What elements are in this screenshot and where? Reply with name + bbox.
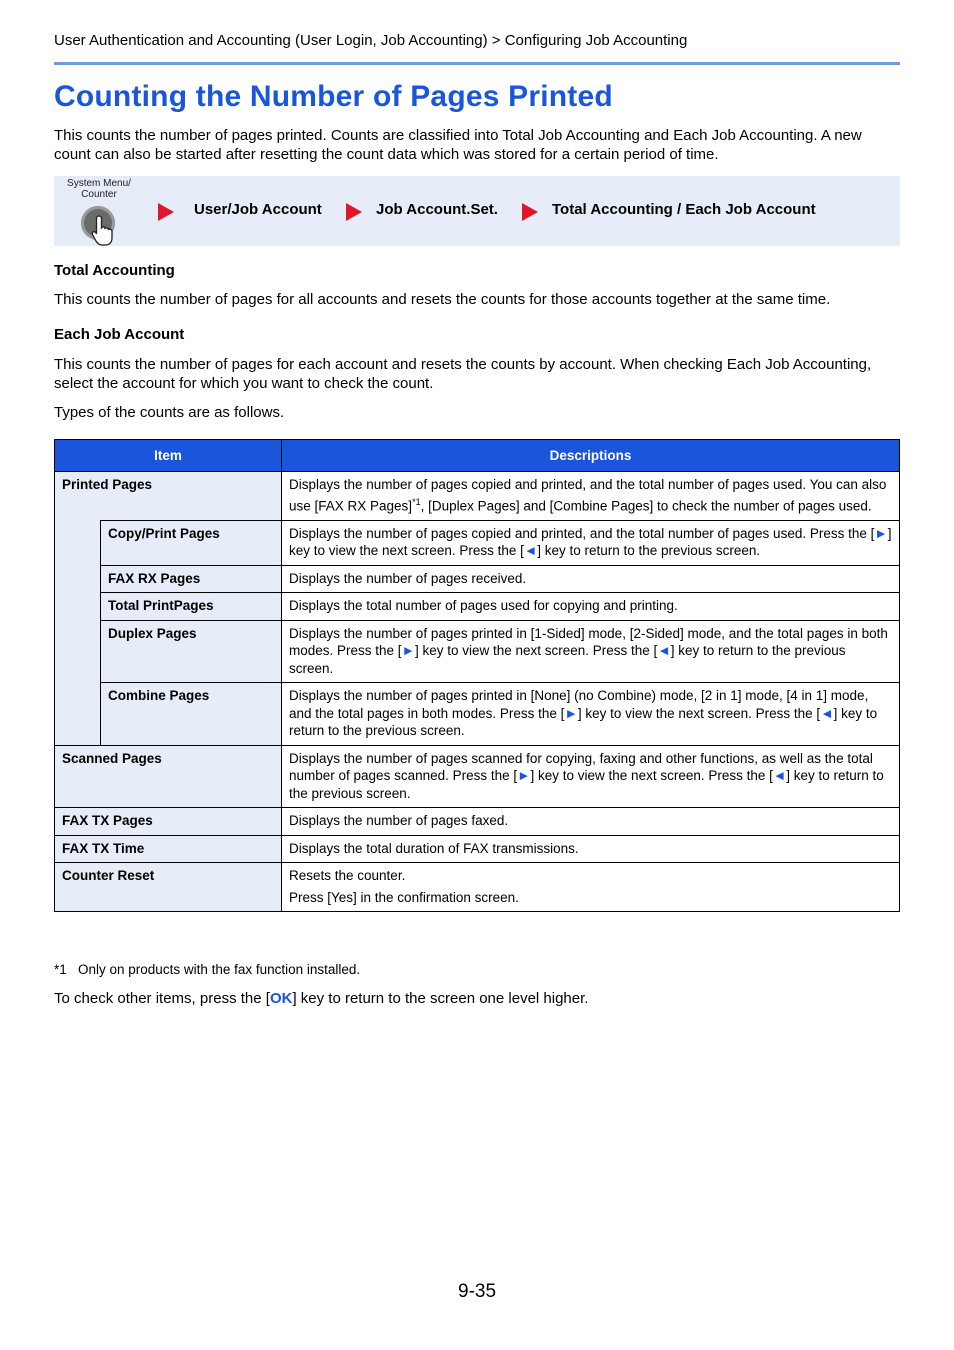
each-job-account-heading: Each Job Account [54, 326, 185, 343]
left-arrow-icon: ◄ [523, 543, 538, 558]
right-arrow-icon: ► [564, 705, 578, 721]
counter-types-table [54, 439, 900, 912]
left-arrow-icon: ◄ [657, 643, 671, 658]
ok-key-label: OK [269, 990, 293, 1007]
desc-counter-reset: Resets the counter. Press [Yes] in the confirmation screen. [282, 863, 900, 912]
each-job-account-text: This counts the number of pages for each account and resets the counts by account. When checking Each Job Accounting, select the account for which you want to check the count. [54, 356, 872, 392]
page-title: Counting the Number of Pages Printed [54, 80, 613, 113]
item-total-print-pages: Total PrintPages [101, 593, 282, 621]
left-arrow-icon: ◄ [820, 705, 834, 721]
desc-fax-rx-pages: Displays the number of pages received. [282, 565, 900, 593]
desc-duplex-pages: Displays the number of pages printed in [1-Sided] mode, [2-Sided] mode, and the total pages in both modes. Press the [►] key to view the next screen. Press the [◄] key to return to the previous screen. [282, 620, 900, 683]
item-printed-pages: Printed Pages [55, 472, 282, 521]
table-row [55, 745, 900, 808]
nav-step-job-account-set: Job Account.Set. [376, 201, 498, 218]
right-arrow-icon: ► [517, 768, 531, 783]
table-row [55, 565, 900, 593]
item-counter-reset: Counter Reset [55, 863, 282, 912]
table-header-item: Item [55, 440, 282, 472]
desc-total-print-pages: Displays the total number of pages used for copying and printing. [282, 593, 900, 621]
closing-instruction: To check other items, press the [OK] key to return to the screen one level higher. [54, 990, 589, 1007]
table-row [55, 863, 900, 912]
types-intro-text: Types of the counts are as follows. [54, 404, 285, 421]
total-accounting-text: This counts the number of pages for all accounts and resets the counts for those accounts together at the same time. [54, 291, 831, 308]
nav-step-user-job-account: User/Job Account [194, 201, 322, 218]
desc-fax-tx-time: Displays the total duration of FAX transmissions. [282, 835, 900, 863]
header-rule [54, 62, 900, 65]
desc-fax-tx-pages: Displays the number of pages faxed. [282, 808, 900, 836]
nav-step-total-each-account: Total Accounting / Each Job Account [552, 201, 816, 218]
table-row [55, 683, 900, 746]
footnote: *1 Only on products with the fax function installed. [54, 962, 361, 977]
printed-pages-indent [55, 520, 101, 745]
item-duplex-pages: Duplex Pages [101, 620, 282, 683]
nav-arrow-icon [158, 203, 174, 221]
pointing-hand-icon [90, 214, 116, 246]
nav-arrow-icon [522, 203, 538, 221]
table-row [55, 808, 900, 836]
item-scanned-pages: Scanned Pages [55, 745, 282, 808]
left-arrow-icon: ◄ [772, 768, 787, 783]
table-row [55, 593, 900, 621]
intro-paragraph: This counts the number of pages printed. Counts are classified into Total Job Accounting and Each Job Accounting. A new count can also be started after resetting the count data which was stored for a certain period of time. [54, 127, 862, 163]
page-number: 9-35 [458, 1281, 497, 1302]
right-arrow-icon: ► [401, 643, 415, 658]
table-header-row [55, 440, 900, 472]
desc-printed-pages: Displays the number of pages copied and printed, and the total number of pages used. You can also use [FAX RX Pages]$^{*1}$, [Duplex Pages] and [Combine Pages] to check the number of pages used. [282, 472, 900, 521]
item-fax-rx-pages: FAX RX Pages [101, 565, 282, 593]
desc-copy-print-pages: Displays the number of pages copied and printed, and the total number of pages used. Press the [►] key to view the next screen. Press the [◄] key to return to the previous screen. [282, 520, 900, 565]
table-row [55, 472, 900, 521]
nav-arrow-icon [346, 203, 362, 221]
table-row [55, 520, 900, 565]
table-row [55, 835, 900, 863]
desc-scanned-pages: Displays the number of pages scanned for copying, faxing and other functions, as well as the total number of pages scanned. Press the [►] key to view the next screen. Press the [◄] key to return to the previous screen. [282, 745, 900, 808]
breadcrumb: User Authentication and Accounting (User Login, Job Accounting) > Configuring Job Accounting [54, 32, 688, 49]
total-accounting-heading: Total Accounting [54, 262, 175, 279]
table-row [55, 620, 900, 683]
system-menu-key-label: System Menu/ Counter [67, 178, 131, 200]
item-fax-tx-time: FAX TX Time [55, 835, 282, 863]
item-fax-tx-pages: FAX TX Pages [55, 808, 282, 836]
right-arrow-icon: ► [874, 525, 888, 541]
desc-combine-pages: Displays the number of pages printed in [None] (no Combine) mode, [2 in 1] mode, [4 in 1] mode, and the total pages in both modes. Press the [►] key to view the next screen. Press the [◄] key to return to the previous screen. [282, 683, 900, 746]
table-header-descriptions: Descriptions [282, 440, 900, 472]
item-combine-pages: Combine Pages [101, 683, 282, 746]
navigation-path-box [54, 176, 900, 246]
item-copy-print-pages: Copy/Print Pages [101, 520, 282, 565]
